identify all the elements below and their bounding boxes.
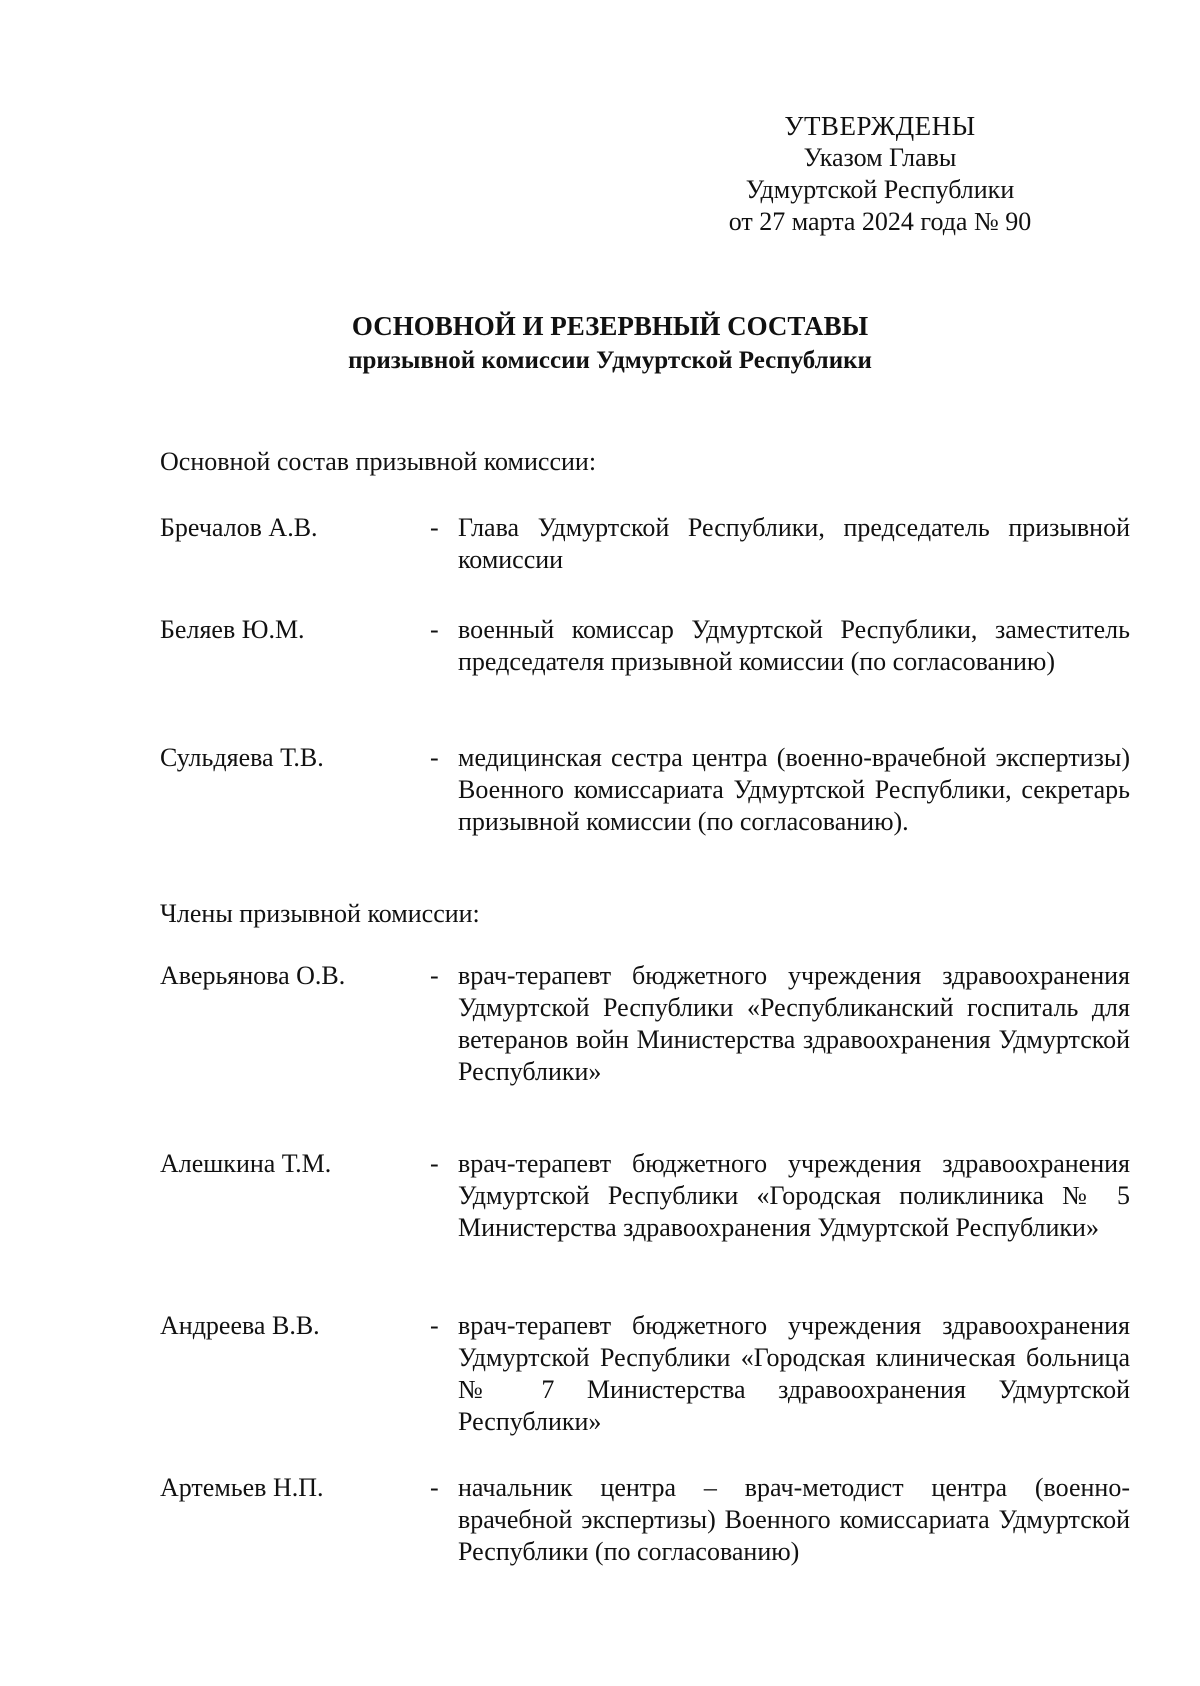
approval-line-1: УТВЕРЖДЕНЫ	[784, 111, 976, 141]
dash-separator: -	[430, 513, 439, 542]
member-description: врач-терапевт бюджетного учреждения здравоохранения Удмуртской Республики «Городская поликлиника № 5 Министерства здравоохранения Удмуртской Республики»	[458, 1149, 1130, 1242]
main-title: ОСНОВНОЙ И РЕЗЕРВНЫЙ СОСТАВЫ	[351, 311, 869, 341]
member-name: Алешкина Т.М.	[160, 1149, 332, 1178]
member-description: военный комиссар Удмуртской Республики, заместитель председателя призывной комиссии (по согласованию)	[458, 615, 1130, 676]
approval-line-2: Указом Главы	[803, 143, 957, 172]
member-name: Беляев Ю.М.	[160, 615, 305, 644]
member-description: врач-терапевт бюджетного учреждения здравоохранения Удмуртской Республики «Городская клиническая больница № 7 Министерства здравоохранения Удмуртской Республики»	[458, 1311, 1130, 1436]
member-name: Аверьянова О.В.	[160, 961, 346, 990]
member-name: Бречалов А.В.	[160, 513, 318, 542]
dash-separator: -	[430, 1311, 439, 1340]
dash-separator: -	[430, 1473, 439, 1502]
dash-separator: -	[430, 1149, 439, 1178]
approval-line-4: от 27 марта 2024 года № 90	[728, 207, 1032, 236]
member-name: Сульдяева Т.В.	[160, 743, 324, 772]
member-description: Глава Удмуртской Республики, председатель призывной комиссии	[458, 513, 1130, 574]
subtitle: призывной комиссии Удмуртской Республики	[348, 347, 872, 374]
dash-separator: -	[430, 961, 439, 990]
member-name: Андреева В.В.	[160, 1311, 320, 1340]
approval-stamp	[700, 110, 1060, 238]
document-title	[150, 308, 1070, 378]
approval-line-3: Удмуртской Республики	[745, 175, 1015, 204]
member-description: начальник центра – врач-методист центра (военно-врачебной экспертизы) Военного комиссариата Удмуртской Республики (по согласованию)	[458, 1473, 1130, 1566]
main-composition-heading: Основной состав призывной комиссии:	[160, 447, 597, 476]
member-description: врач-терапевт бюджетного учреждения здравоохранения Удмуртской Республики «Республиканский госпиталь для ветеранов войн Министерства здравоохранения Удмуртской Республики»	[458, 961, 1130, 1086]
members-heading: Члены призывной комиссии:	[160, 899, 480, 928]
dash-separator: -	[430, 743, 439, 772]
member-name: Артемьев Н.П.	[160, 1473, 324, 1502]
member-description: медицинская сестра центра (военно-врачебной экспертизы) Военного комиссариата Удмуртской Республики, секретарь призывной комиссии (по согласованию).	[458, 743, 1130, 836]
dash-separator: -	[430, 615, 439, 644]
